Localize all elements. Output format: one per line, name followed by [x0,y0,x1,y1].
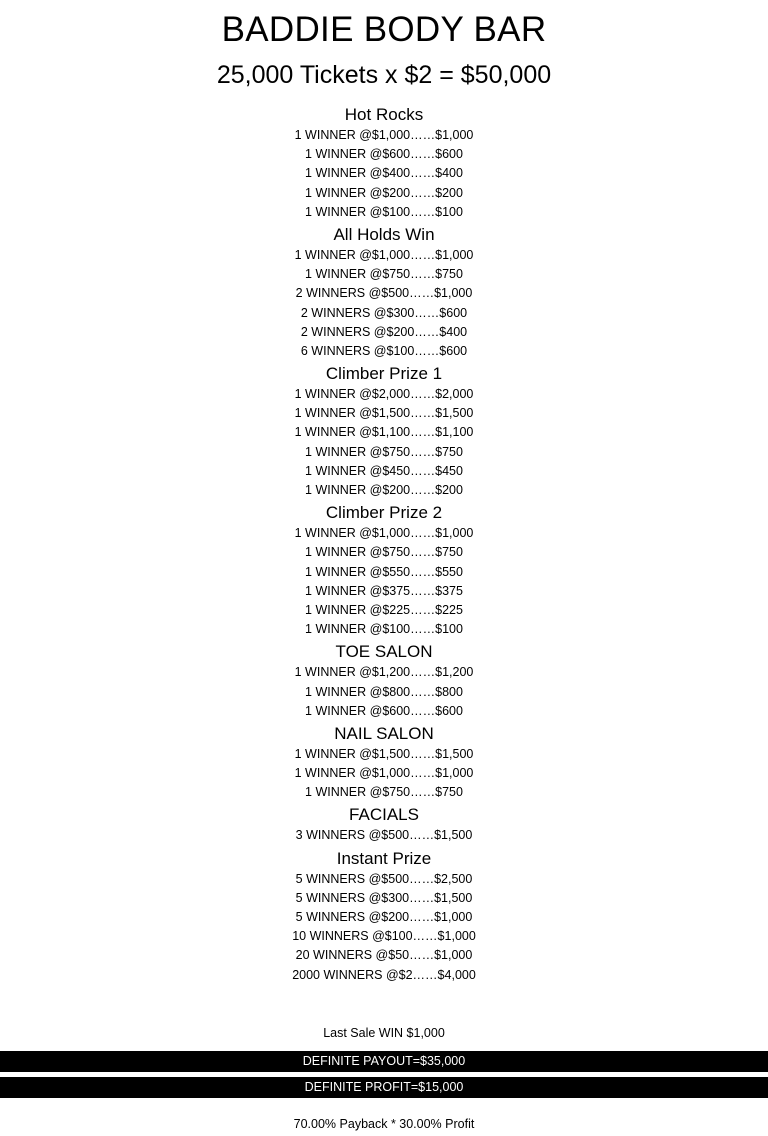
prize-line: 1 WINNER @$375……$375 [305,583,463,598]
prize-line: 10 WINNERS @$100……$1,000 [292,929,476,944]
prize-line: 1 WINNER @$1,000……$1,000 [294,128,474,142]
section-all-holds-win [0,224,768,361]
prize-sections [0,104,768,985]
prize-line: 1 WINNER @$750……$750 [305,545,463,560]
prize-line: 5 WINNERS @$200……$1,000 [295,910,473,924]
prize-line: 1 WINNER @$600……$600 [305,703,463,718]
section-climber-prize-2 [0,502,768,639]
prize-line: 1 WINNER @$800……$800 [305,684,463,699]
prize-line: 1 WINNER @$200……$200 [305,483,463,497]
prize-line: 1 WINNER @$750……$750 [305,444,463,459]
prize-line: 2 WINNERS @$500……$1,000 [295,286,473,301]
prize-line: 1 WINNER @$400……$400 [305,166,463,181]
prize-line: 6 WINNERS @$100……$600 [300,343,468,358]
prize-line: 2000 WINNERS @$2……$4,000 [292,967,476,982]
prize-line: 1 WINNER @$2,000……$2,000 [294,387,474,402]
section-instant-prize [0,848,768,985]
prize-line: 1 WINNER @$1,200……$1,200 [294,665,474,680]
prize-line: 5 WINNERS @$300……$1,500 [295,890,473,905]
prize-line: 1 WINNER @$1,100……$1,100 [294,425,474,440]
section-facials [0,804,768,845]
prize-line: 1 WINNER @$750……$750 [305,785,463,800]
definite-profit-bar: DEFINITE PROFIT=$15,000 [0,1077,768,1098]
ticket-summary: 25,000 Tickets x $2 = $50,000 [216,61,552,89]
section-hot-rocks [0,104,768,222]
prize-line: 1 WINNER @$1,500……$1,500 [294,406,474,421]
prize-line: 1 WINNER @$550……$550 [305,564,463,579]
section-title: TOE SALON [335,642,433,662]
prize-line: 1 WINNER @$1,500……$1,500 [294,746,474,761]
section-title: NAIL SALON [334,723,434,743]
last-sale-prize: Last Sale WIN $1,000 [323,1026,445,1040]
section-title: FACIALS [349,805,419,825]
definite-payout-bar: DEFINITE PAYOUT=$35,000 [0,1051,768,1072]
section-title: Climber Prize 1 [325,364,443,384]
section-title: Climber Prize 2 [325,503,443,523]
prize-line: 1 WINNER @$600……$600 [305,147,463,162]
section-title: Hot Rocks [344,105,424,124]
prize-line: 1 WINNER @$1,000……$1,000 [294,247,474,262]
section-title: All Holds Win [333,224,435,244]
prize-line: 3 WINNERS @$500……$1,500 [295,828,473,843]
section-toe-salon [0,641,768,721]
prize-line: 1 WINNER @$225……$225 [305,602,463,617]
prize-line: 1 WINNER @$1,000……$1,000 [294,766,474,781]
prize-line: 5 WINNERS @$500……$2,500 [295,871,473,886]
prize-line: 1 WINNER @$750……$750 [305,267,463,282]
prize-line: 1 WINNER @$100……$100 [305,204,463,219]
payback-footer: 70.00% Payback * 30.00% Profit [293,1117,475,1131]
prize-line: 1 WINNER @$100……$100 [305,622,463,637]
section-title: Instant Prize [336,848,432,868]
prize-line: 1 WINNER @$450……$450 [305,463,463,478]
prize-line: 2 WINNERS @$300……$600 [300,305,468,320]
prize-line: 1 WINNER @$200……$200 [305,185,463,200]
prize-line: 20 WINNERS @$50……$1,000 [295,948,473,963]
page-title: BADDIE BODY BAR [221,10,547,49]
section-climber-prize-1 [0,363,768,500]
section-nail-salon [0,723,768,803]
prize-line: 1 WINNER @$1,000……$1,000 [294,526,474,541]
prize-line: 2 WINNERS @$200……$400 [300,324,468,339]
